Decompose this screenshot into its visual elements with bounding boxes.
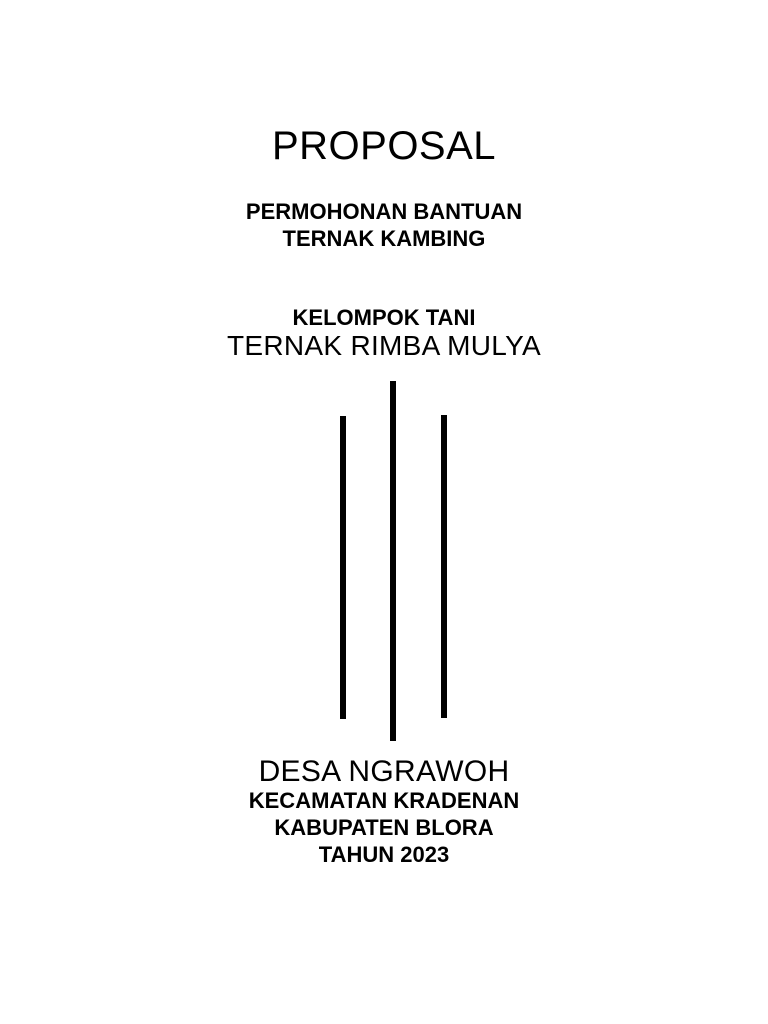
district-name: KECAMATAN KRADENAN <box>248 788 520 813</box>
subtitle-line-1: PERMOHONAN BANTUAN <box>245 199 523 224</box>
year-line: TAHUN 2023 <box>318 842 450 867</box>
decorative-bar-left <box>340 416 346 719</box>
group-name: TERNAK RIMBA MULYA <box>227 330 541 361</box>
subtitle-line-2: TERNAK KAMBING <box>282 226 486 251</box>
decorative-bar-center <box>390 381 396 741</box>
regency-name: KABUPATEN BLORA <box>274 815 494 840</box>
village-name: DESA NGRAWOH <box>258 755 510 788</box>
proposal-title: PROPOSAL <box>271 124 497 168</box>
group-label: KELOMPOK TANI <box>292 305 476 330</box>
decorative-bar-right <box>441 415 447 718</box>
